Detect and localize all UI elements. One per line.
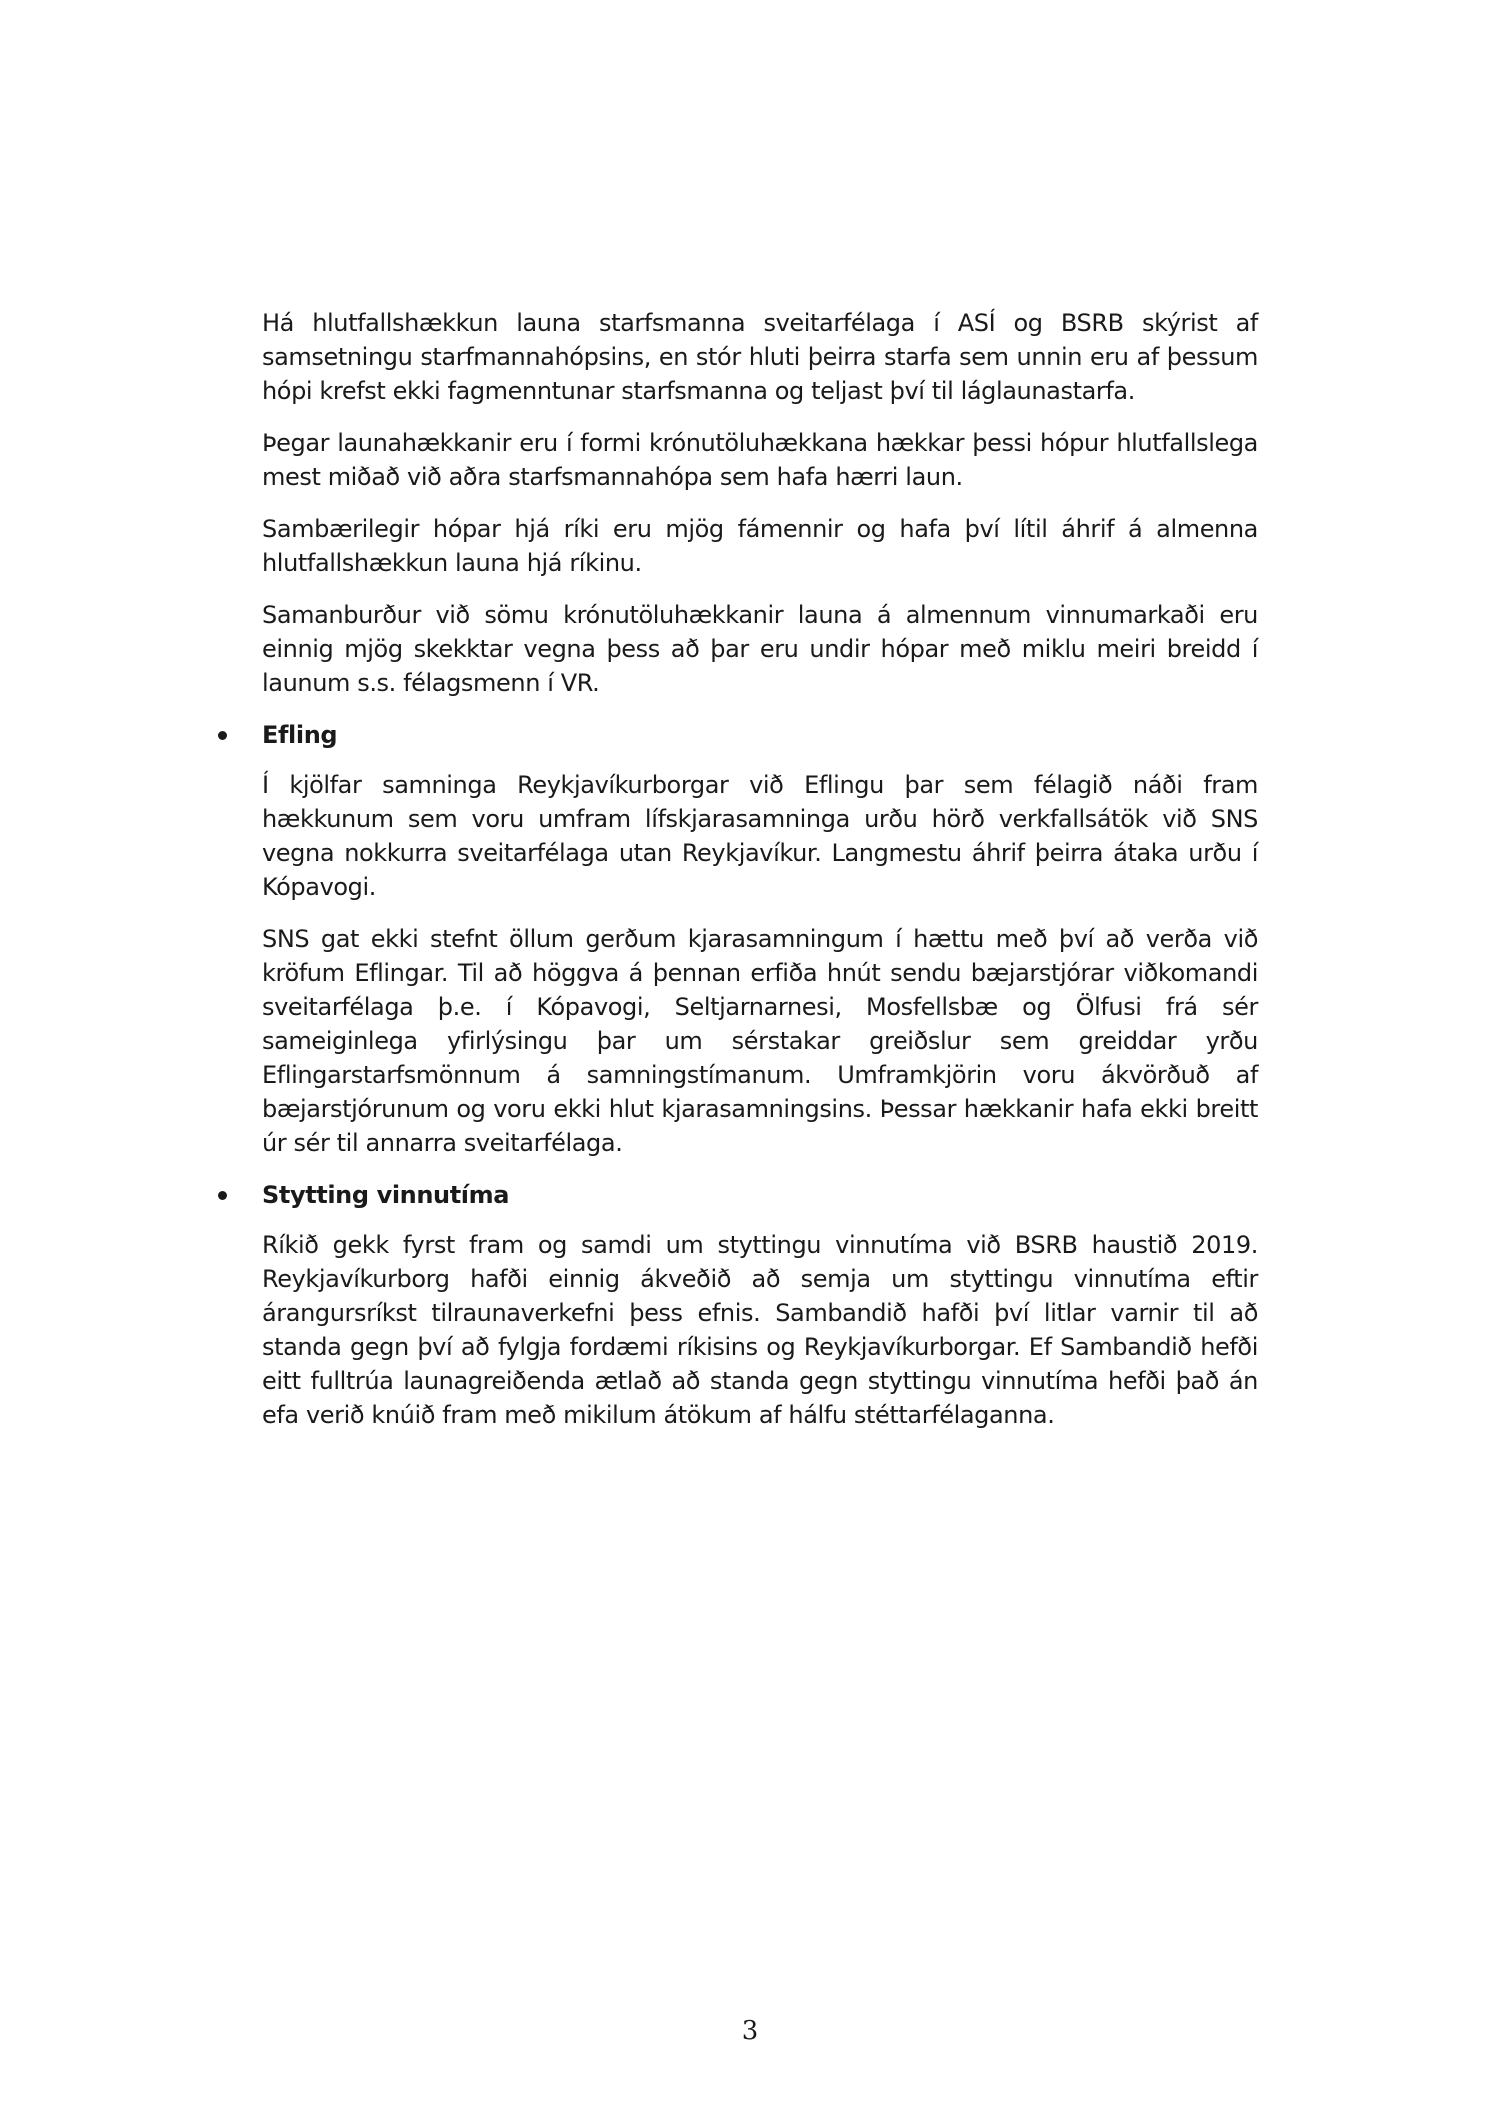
section-heading-efling xyxy=(262,718,1258,752)
intro-paragraph-4: Samanburður við sömu krónutöluhækkanir launa á almennum vinnumarkaði eru einnig mjög skekktar vegna þess að þar eru undir hópar með miklu meiri breidd í launum s.s. félagsmenn í VR. xyxy=(262,601,1258,697)
stytting-paragraph-1: Ríkið gekk fyrst fram og samdi um styttingu vinnutíma við BSRB haustið 2019. Reykjavíkurborg hafði einnig ákveðið að semja um styttingu vinnutíma eftir árangursríkst tilraunaverkefni þess efnis. Sambandið hafði því litlar varnir til að standa gegn því að fylgja fordæmi ríkisins og Reykjavíkurborgar. Ef Sambandið hefði eitt fulltrúa launagreiðenda ætlað að standa gegn styttingu vinnutíma hefði það án efa verið knúið fram með mikilum átökum af hálfu stéttarfélaganna. xyxy=(262,1231,1258,1429)
document-body xyxy=(262,306,1258,1450)
intro-paragraph-1: Há hlutfallshækkun launa starfsmanna sveitarfélaga í ASÍ og BSRB skýrist af samsetningu starfmannahópsins, en stór hluti þeirra starfa sem unnin eru af þessum hópi krefst ekki fagmenntunar starfsmanna og teljast því til láglaunastarfa. xyxy=(262,309,1258,405)
bullet-icon xyxy=(218,1191,227,1200)
efling-paragraph-2: SNS gat ekki stefnt öllum gerðum kjarasamningum í hættu með því að verða við kröfum Eflingar. Til að höggva á þennan erfiða hnút sendu bæjarstjórar viðkomandi sveitarfélaga þ.e. í Kópavogi, Seltjarnarnesi, Mosfellsbæ og Ölfusi frá sér sameiginlega yfirlýsingu þar um sérstakar greiðslur sem greiddar yrðu Eflingarstarfsmönnum á samningstímanum. Umframkjörin voru ákvörðuð af bæjarstjórunum og voru ekki hlut kjarasamningsins. Þessar hækkanir hafa ekki breitt úr sér til annarra sveitarfélaga. xyxy=(262,925,1258,1157)
section-heading-stytting-vinnutima xyxy=(262,1178,1258,1212)
bullet-icon xyxy=(218,731,227,740)
section-heading-text: Efling xyxy=(262,721,338,749)
intro-paragraph-2: Þegar launahækkanir eru í formi krónutöluhækkana hækkar þessi hópur hlutfallslega mest miðað við aðra starfsmannahópa sem hafa hærri laun. xyxy=(262,429,1258,491)
intro-paragraph-3: Sambærilegir hópar hjá ríki eru mjög fámennir og hafa því lítil áhrif á almenna hlutfallshækkun launa hjá ríkinu. xyxy=(262,515,1258,577)
page-number: 3 xyxy=(741,2016,759,2046)
section-heading-text: Stytting vinnutíma xyxy=(262,1181,510,1209)
efling-paragraph-1: Í kjölfar samninga Reykjavíkurborgar við Eflingu þar sem félagið náði fram hækkunum sem voru umfram lífskjarasamninga urðu hörð verkfallsátök við SNS vegna nokkurra sveitarfélaga utan Reykjavíkur. Langmestu áhrif þeirra átaka urðu í Kópavogi. xyxy=(262,771,1258,901)
